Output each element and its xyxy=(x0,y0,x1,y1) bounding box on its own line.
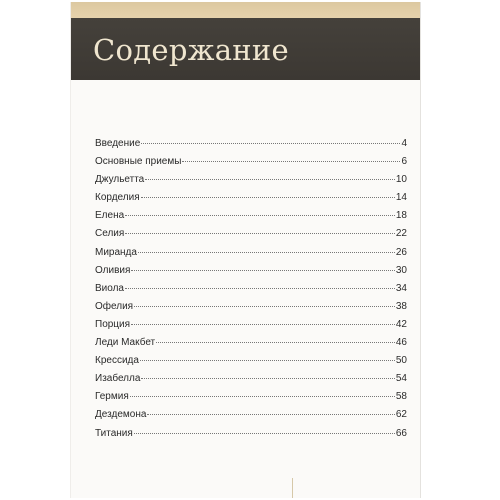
toc-entry[interactable] xyxy=(95,391,407,409)
page-sheet xyxy=(71,2,420,498)
dot-leader xyxy=(134,433,395,434)
gold-header-strip xyxy=(71,2,420,18)
dot-leader xyxy=(147,414,394,415)
toc-entry-page: 30 xyxy=(395,264,407,276)
toc-entry-page: 14 xyxy=(395,192,407,204)
toc-entry-title: Корделия xyxy=(95,192,140,204)
toc-entry-title: Миранда xyxy=(95,246,137,258)
toc-entry-page: 62 xyxy=(395,409,407,421)
toc-entry-title: Порция xyxy=(95,318,131,330)
toc-entry-page: 42 xyxy=(395,318,407,330)
toc-entry-page: 18 xyxy=(395,210,407,222)
toc-entry-title: Селия xyxy=(95,228,125,240)
toc-entry-page: 50 xyxy=(395,355,407,367)
toc-entry-page: 66 xyxy=(395,427,407,439)
dot-leader xyxy=(145,179,395,180)
dot-leader xyxy=(131,324,395,325)
dot-leader xyxy=(125,233,395,234)
toc-entry-title: Основные приемы xyxy=(95,156,182,168)
toc-entry-title: Введение xyxy=(95,138,141,149)
toc-entry-page: 26 xyxy=(395,246,407,258)
toc-entry[interactable] xyxy=(95,192,407,210)
toc-entry-page: 38 xyxy=(395,300,407,312)
toc-entry-title: Изабелла xyxy=(95,373,141,385)
toc-entry-title: Дездемона xyxy=(95,409,147,421)
toc-entry-title: Джульетта xyxy=(95,174,145,186)
page-edge-mark xyxy=(292,478,293,498)
dot-leader xyxy=(156,342,395,343)
toc-entry-title: Офелия xyxy=(95,300,134,312)
toc-entry-title: Леди Макбет xyxy=(95,337,156,349)
toc-entry[interactable] xyxy=(95,228,407,246)
dot-leader xyxy=(141,143,400,144)
toc-entry[interactable] xyxy=(95,409,407,427)
title-band xyxy=(71,18,420,80)
toc-entry-page: 54 xyxy=(395,373,407,385)
dot-leader xyxy=(131,270,394,271)
dot-leader xyxy=(141,197,395,198)
toc-entry[interactable] xyxy=(95,355,407,373)
dot-leader xyxy=(134,306,395,307)
toc-entry[interactable] xyxy=(95,156,407,174)
toc-entry-page: 34 xyxy=(395,282,407,294)
dot-leader xyxy=(125,288,395,289)
toc-entry[interactable] xyxy=(95,337,407,355)
toc-entry[interactable] xyxy=(95,319,407,337)
toc-entry[interactable] xyxy=(95,174,407,192)
toc-entry-title: Крессида xyxy=(95,355,139,367)
toc-entry-title: Оливия xyxy=(95,264,131,276)
toc-entry[interactable] xyxy=(95,428,407,446)
dot-leader xyxy=(130,396,395,397)
toc-entry[interactable] xyxy=(95,265,407,283)
toc-entry-page: 10 xyxy=(395,174,407,186)
toc-entry-page: 6 xyxy=(401,156,407,168)
toc-entry-page: 58 xyxy=(395,391,407,403)
toc-entry-title: Елена xyxy=(95,210,125,222)
toc-entry-title: Титания xyxy=(95,427,133,439)
toc-entry-title: Гермия xyxy=(95,391,129,403)
toc-entry[interactable] xyxy=(95,373,407,391)
toc-entry[interactable] xyxy=(95,210,407,228)
dot-leader xyxy=(140,360,395,361)
dot-leader xyxy=(182,161,400,162)
toc-entry-page: 22 xyxy=(395,228,407,240)
toc-entry[interactable] xyxy=(95,138,407,156)
page-title: Содержание xyxy=(93,33,290,67)
dot-leader xyxy=(125,215,395,216)
toc-entry[interactable] xyxy=(95,283,407,301)
toc-entry[interactable] xyxy=(95,247,407,265)
dot-leader xyxy=(138,252,395,253)
toc-entry[interactable] xyxy=(95,301,407,319)
table-of-contents xyxy=(95,138,407,446)
dot-leader xyxy=(141,378,394,379)
toc-entry-title: Виола xyxy=(95,282,124,294)
toc-entry-page: 46 xyxy=(395,337,407,349)
toc-entry-page: 4 xyxy=(401,138,407,149)
